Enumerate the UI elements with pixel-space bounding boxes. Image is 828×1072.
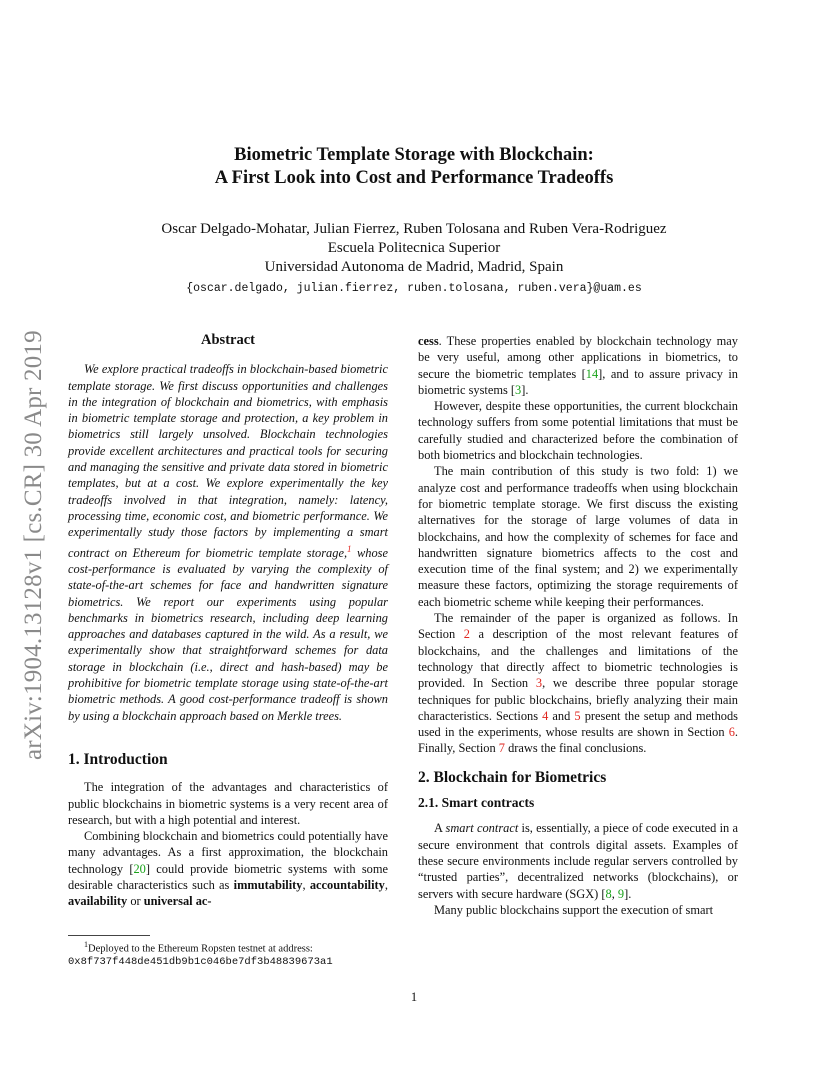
citation-link[interactable]: 8 xyxy=(605,886,612,901)
section-ref-link[interactable]: 6 xyxy=(728,725,735,740)
affiliation-university: Universidad Autonoma de Madrid, Madrid, Spain xyxy=(264,259,564,275)
paper-title-line2: A First Look into Cost and Performance Tradeoffs xyxy=(214,168,614,188)
footnote-rule xyxy=(68,935,150,936)
section-ref-link[interactable]: 2 xyxy=(463,627,470,642)
section-ref-link[interactable]: 3 xyxy=(535,676,543,691)
affiliation-school: Escuela Politecnica Superior xyxy=(327,240,501,256)
section-heading-blockchain: 2. Blockchain for Biometrics xyxy=(418,768,607,786)
subsection-heading-smart-contracts: 2.1. Smart contracts xyxy=(418,795,535,811)
section-ref-link[interactable]: 7 xyxy=(498,741,505,756)
citation-link[interactable]: 20 xyxy=(133,861,146,876)
right-paragraph-2: However, despite these opportunities, the current blockchain technology suffers from some potential limitations that must be carefully studied and characterized before the combination of both biometrics and blockchain technologies. xyxy=(418,399,738,463)
paper-title-line1: Biometric Template Storage with Blockchain: xyxy=(234,145,594,165)
footnote: $^1$Deployed to the Ethereum Ropsten testnet at address: 0x8f737f448de451db9b1c046be7df3b48839673a1 xyxy=(68,938,388,969)
right-paragraph-1: cess. These properties enabled by blockchain technology may be very useful, among other applications in biometrics, to secure the biometric templates [14], and to assure privacy in biometric systems [3]. xyxy=(418,334,738,397)
abstract-paragraph: We explore practical tradeoffs in blockchain-based biometric template storage. We first discuss opportunities and challenges in the integration of blockchain and biometrics, with emphasis in biometric template storage and protection, a key problem in biometrics still largely unsolved. Blockchain technologies provide excellent architectures and practical tools for securing and managing the sensitive and private data stored in biometric templates, but at a cost. We explore experimentally the key tradeoffs involved in that integration, namely: latency, processing time, economic cost, and biometric performance. We experimentally study those factors by implementing a smart contract on Ethereum for biometric template storage,$^1$ whose cost-performance is evaluated by varying the complexity of state-of-the-art schemes for face and handwritten signature biometrics. We report our experiments using popular benchmarks in biometrics research, including deep learning approaches and databases captured in the wild. As a result, we experimentally show that straightforward schemes for data storage in blockchain (i.e., direct and hash-based) may be prohibitive for biometric template storage using state-of-the-art biometric methods. A good cost-performance tradeoff is shown by using a blockchain approach based on Merkle trees. xyxy=(68,362,388,723)
citation-link[interactable]: 14 xyxy=(585,366,599,381)
left-column xyxy=(68,332,388,910)
section-ref-link[interactable]: 4 xyxy=(542,708,549,723)
section-heading-introduction: 1. Introduction xyxy=(68,750,168,768)
arxiv-identifier: arXiv:1904.13128v1 [cs.CR] 30 Apr 2019 xyxy=(20,330,47,760)
right-column xyxy=(418,333,738,918)
abstract-heading: Abstract xyxy=(201,332,255,348)
smart-contracts-paragraph-2: Many public blockchains support the execution of smart xyxy=(434,902,714,917)
section-ref-link[interactable]: 5 xyxy=(574,708,581,723)
intro-paragraph-2: Combining blockchain and biometrics could potentially have many advantages. As a first approximation, the blockchain technology [20] could provide biometric systems with some desirable characteristics such as immutability, accountability, availability or universal ac- xyxy=(68,829,389,909)
contract-address: 0x8f737f448de451db9b1c046be7df3b48839673a1 xyxy=(68,955,333,968)
page-number: 1 xyxy=(410,990,418,1004)
right-paragraph-4: The remainder of the paper is organized as follows. In Section 2 a description of the most relevant features of blockchains, and the challenges and limitations of the technology that directly affect to biometric technologies is provided. In Section 3, we describe three popular storage techniques for public blockchains, briefly analyzing their main characteristics. Sections 4 and 5 present the setup and methods used in the experiments, whose results are shown in Section 6. Finally, Section 7 draws the final conclusions. xyxy=(418,611,738,756)
author-emails: {oscar.delgado, julian.fierrez, ruben.tolosana, ruben.vera}@uam.es xyxy=(186,282,642,295)
smart-contracts-paragraph-1: A smart contract is, essentially, a piece of code executed in a secure environment that controls digital assets. Examples of these secure environments include regular servers controlled by “trusted parties”, decentralized networks (blockchains), or servers with secure hardware (SGX) [8, 9]. xyxy=(418,821,738,901)
intro-paragraph-1: The integration of the advantages and characteristics of public blockchains in biometric systems is a very recent area of research, but with a high potential and interest. xyxy=(68,780,388,827)
right-paragraph-3: The main contribution of this study is two fold: 1) we analyze cost and performance tradeoffs when using blockchain for biometric template storage. We first discuss the existing alternatives for the storage of large volumes of data in blockchains, and how the complexity of schemes for face and handwritten signature biometrics affects to the cost and execution time of the final system; and 2) we experimentally measure these factors, optimizing the storage requirements of each biometric scheme while keeping their performances. xyxy=(418,464,738,609)
footnote-marker[interactable]: 1 xyxy=(347,543,352,554)
author-list: Oscar Delgado-Mohatar, Julian Fierrez, Ruben Tolosana and Ruben Vera-Rodriguez xyxy=(161,221,667,237)
citation-link[interactable]: 9 xyxy=(617,886,625,901)
citation-link[interactable]: 3 xyxy=(515,382,522,397)
